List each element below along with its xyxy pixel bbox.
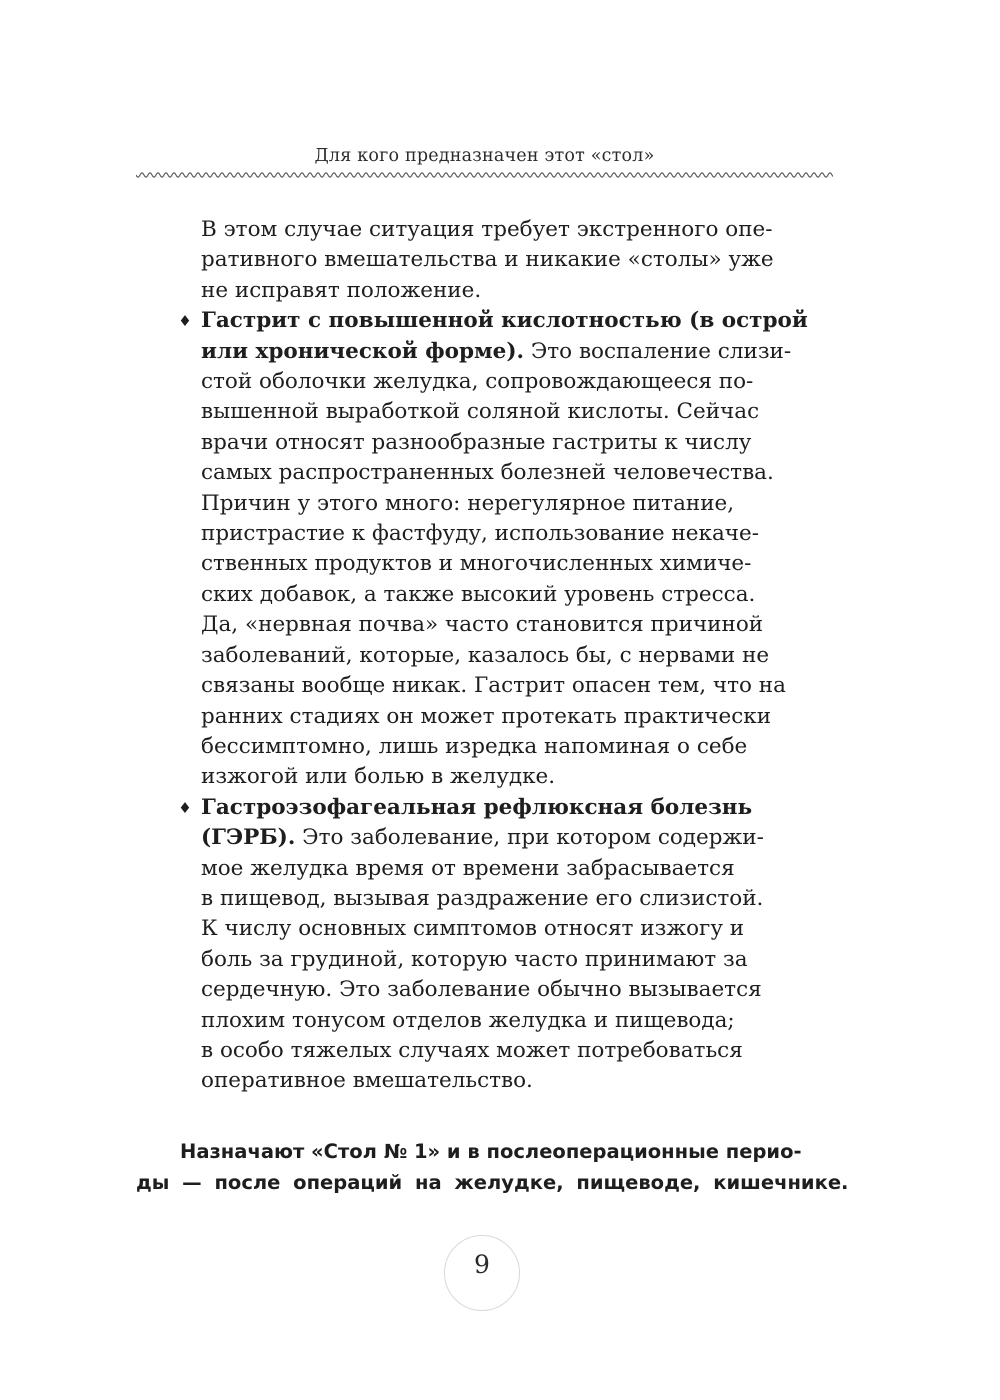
- text-line: в пищевод, вызывая раздражение его слизистой.: [201, 885, 764, 911]
- callout-note: [136, 1136, 849, 1198]
- text-fragment: Это воспаление слизи-: [524, 338, 792, 364]
- text-line: ранних стадиях он может протекать практически: [201, 703, 772, 729]
- text-line: плохим тонусом отделов желудка и пищевода;: [201, 1007, 735, 1033]
- bullet-item-gastritis: [175, 306, 825, 336]
- text-line: ских добавок, а также высокий уровень стресса.: [201, 581, 756, 607]
- diamond-bullet-icon: ♦: [178, 798, 192, 817]
- text-line: ственных продуктов и многочисленных химиче-: [201, 551, 752, 577]
- wavy-divider: [136, 170, 833, 180]
- text-line: К числу основных симптомов относят изжогу и: [201, 916, 745, 942]
- bullet-title: (ГЭРБ).: [201, 825, 296, 851]
- bullet-title: Гастроэзофагеальная рефлюксная болезнь: [201, 794, 753, 820]
- callout-line: ды — после операций на желудке, пищеводе, кишечнике.: [136, 1171, 849, 1194]
- text-line: вышенной выработкой соляной кислоты. Сейчас: [201, 399, 760, 425]
- text-line: оперативное вмешательство.: [201, 1068, 533, 1094]
- text-line: связаны вообще никак. Гастрит опасен тем, что на: [201, 673, 786, 699]
- bullet-item-gerd: [175, 793, 825, 823]
- text-line: ративного вмешательства и никакие «столы» уже: [201, 247, 774, 273]
- text-line: [175, 823, 825, 853]
- callout-line: Назначают «Стол № 1» и в послеоперационные перио-: [180, 1140, 802, 1163]
- text-line: Да, «нервная почва» часто становится причиной: [201, 612, 764, 638]
- text-line: бессимптомно, лишь изредка напоминая о себе: [201, 733, 748, 759]
- running-head: Для кого предназначен этот «стол»: [314, 146, 655, 166]
- text-line: В этом случае ситуация требует экстренного опе-: [201, 217, 773, 242]
- text-line: врачи относят разнообразные гастриты к числу: [201, 429, 752, 455]
- text-line: пристрастие к фастфуду, использование некаче-: [201, 521, 759, 547]
- text-line: самых распространенных болезней человечества.: [201, 460, 774, 486]
- text-line: стой оболочки желудка, сопровождающееся по-: [201, 369, 754, 395]
- text-line: Причин у этого много: нерегулярное питание,: [201, 490, 735, 516]
- text-fragment: Это заболевание, при котором содержи-: [295, 825, 764, 851]
- text-line: в особо тяжелых случаях может потребоваться: [201, 1037, 743, 1063]
- body-text: [175, 215, 825, 1097]
- text-line: не исправят положение.: [201, 277, 482, 303]
- bullet-title: Гастрит с повышенной кислотностью (в острой: [201, 308, 808, 334]
- text-line: изжогой или болью в желудке.: [201, 764, 556, 790]
- text-line: боль за грудиной, которую часто принимают за: [201, 946, 748, 972]
- text-line: сердечную. Это заболевание обычно вызывается: [201, 977, 762, 1003]
- diamond-bullet-icon: ♦: [178, 312, 192, 331]
- page-number: 9: [474, 1250, 490, 1279]
- bullet-title: или хронической форме).: [201, 338, 524, 364]
- text-line: мое желудка время от времени забрасывается: [201, 855, 735, 881]
- text-line: [175, 337, 825, 367]
- text-line: заболеваний, которые, казалось бы, с нервами не: [201, 642, 770, 668]
